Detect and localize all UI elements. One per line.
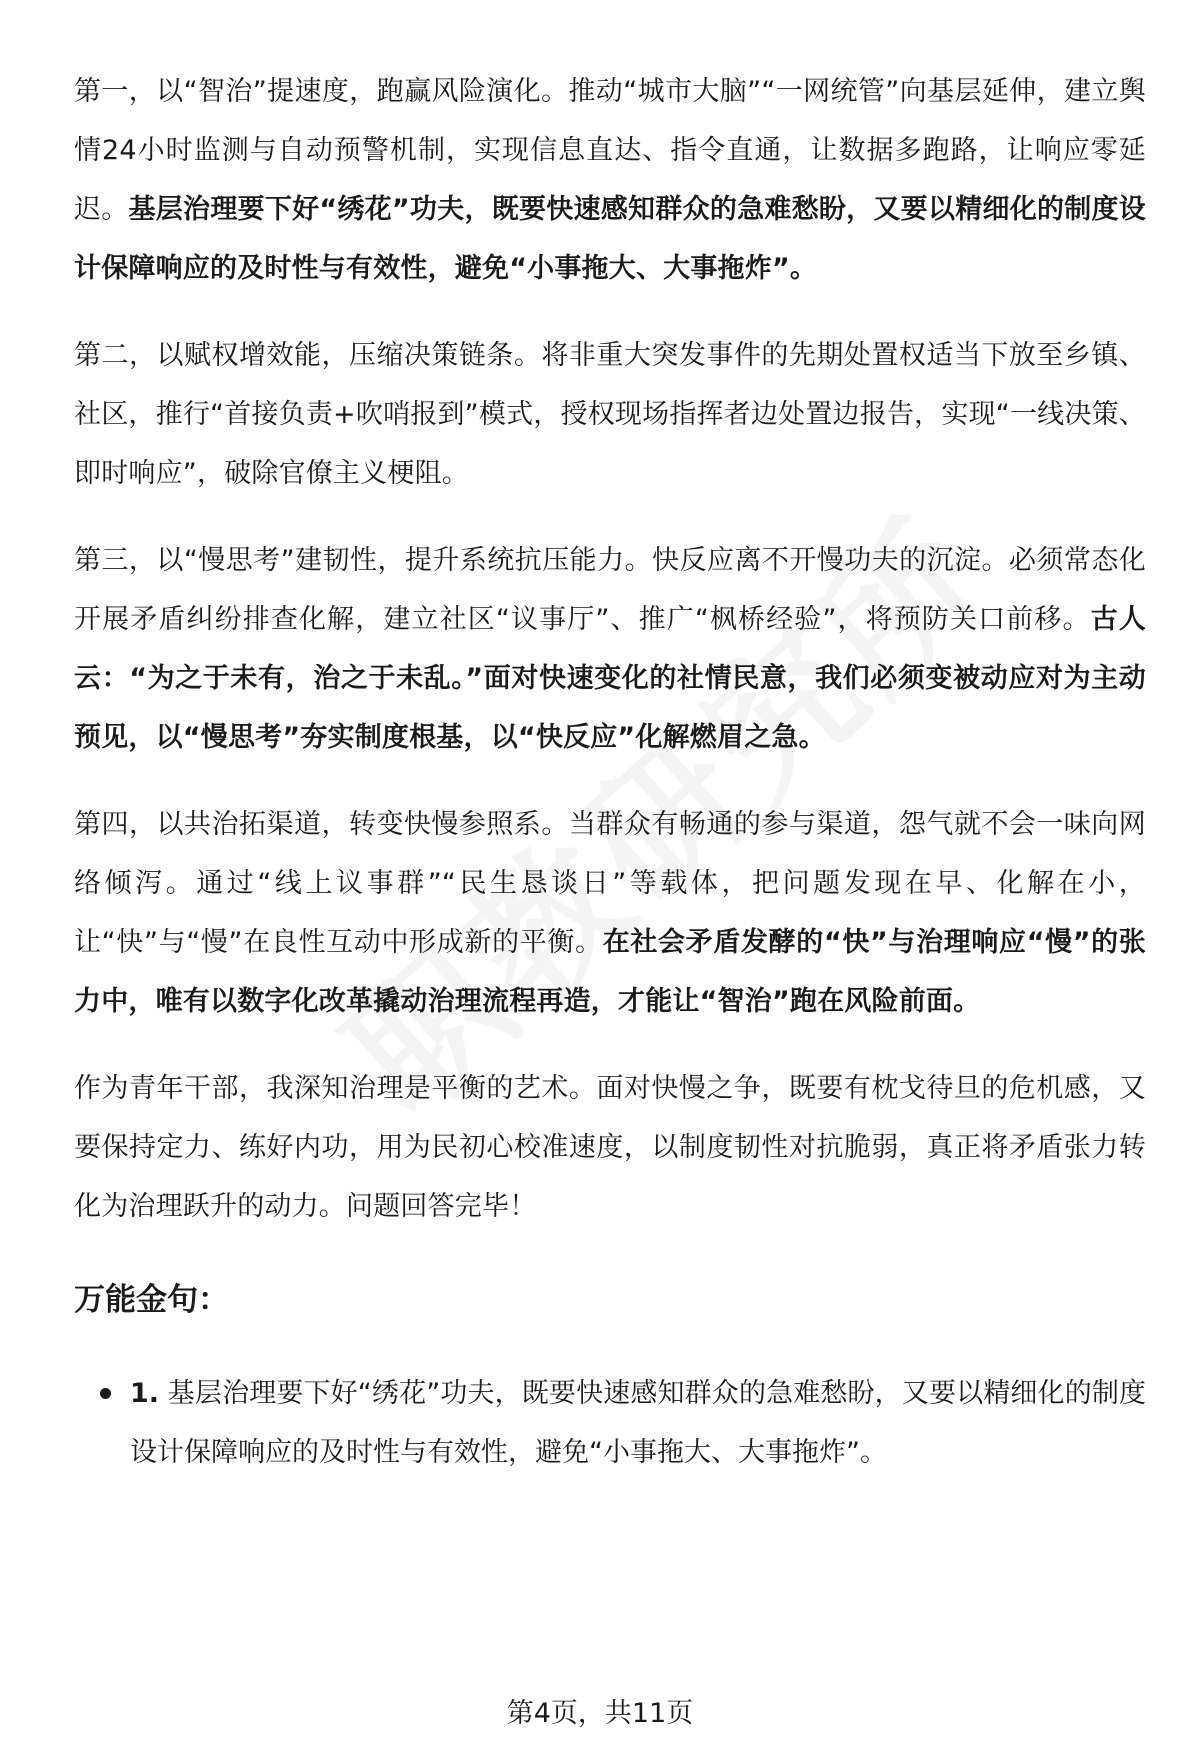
paragraph-1-text: 第一，以“智治”提速度，跑赢风险演化。推动“城市大脑”“一网统管”向基层延伸，建立舆情24小时监测与自动预警机制，实现信息直达、指令直通，让数据多跑路，让响应零延迟。 — [74, 76, 1146, 225]
paragraph-2-text: 第二，以赋权增效能，压缩决策链条。将非重大突发事件的先期处置权适当下放至乡镇、社区，推行“首接负责+吹哨报到”模式，授权现场指挥者边处置边报告，实现“一线决策、即时响应”，破除官僚主义梗阻。 — [74, 340, 1146, 489]
list-item — [100, 1364, 1146, 1482]
paragraph-3-bold: 古人云：“为之于未有，治之于未乱。”面对快速变化的社情民意，我们必须变被动应对为主动预见，以“慢思考”夯实制度根基，以“快反应”化解燃眉之急。 — [74, 604, 1146, 753]
paragraph-1-bold: 基层治理要下好“绣花”功夫，既要快速感知群众的急难愁盼，又要以精细化的制度设计保障响应的及时性与有效性，避免“小事拖大、大事拖炸”。 — [74, 194, 1146, 284]
page-footer: 第4页，共11页 — [506, 1698, 694, 1729]
paragraph-4 — [74, 795, 1146, 1031]
paragraph-4-text: 第四，以共治拓渠道，转变快慢参照系。当群众有畅通的参与渠道，怨气就不会一味向网络倾泻。通过“线上议事群”“民生恳谈日”等载体，把问题发现在早、化解在小，让“快”与“慢”在良性互动中形成新的平衡。 — [74, 809, 1146, 958]
paragraph-3 — [74, 531, 1146, 767]
section-heading: 万能金句： — [74, 1282, 229, 1318]
paragraph-4-bold: 在社会矛盾发酵的“快”与治理响应“慢”的张力中，唯有以数字化改革撬动治理流程再造，才能让“智治”跑在风险前面。 — [74, 927, 1146, 1017]
quote-list — [74, 1364, 1146, 1482]
list-item-text: 基层治理要下好“绣花”功夫，既要快速感知群众的急难愁盼，又要以精细化的制度设计保障响应的及时性与有效性，避免“小事拖大、大事拖炸”。 — [130, 1378, 1146, 1468]
paragraph-5-text: 作为青年干部，我深知治理是平衡的艺术。面对快慢之争，既要有枕戈待旦的危机感，又要保持定力、练好内功，用为民初心校准速度，以制度韧性对抗脆弱，真正将矛盾张力转化为治理跃升的动力。问题回答完毕！ — [74, 1073, 1146, 1222]
list-item-number: 1. — [130, 1378, 160, 1409]
bullet-icon — [100, 1388, 111, 1399]
document-body — [74, 62, 1146, 1482]
paragraph-2 — [74, 326, 1146, 503]
paragraph-1 — [74, 62, 1146, 298]
paragraph-3-text: 第三，以“慢思考”建韧性，提升系统抗压能力。快反应离不开慢功夫的沉淀。必须常态化开展矛盾纠纷排查化解，建立社区“议事厅”、推广“枫桥经验”，将预防关口前移。 — [74, 545, 1146, 635]
paragraph-5 — [74, 1059, 1146, 1236]
